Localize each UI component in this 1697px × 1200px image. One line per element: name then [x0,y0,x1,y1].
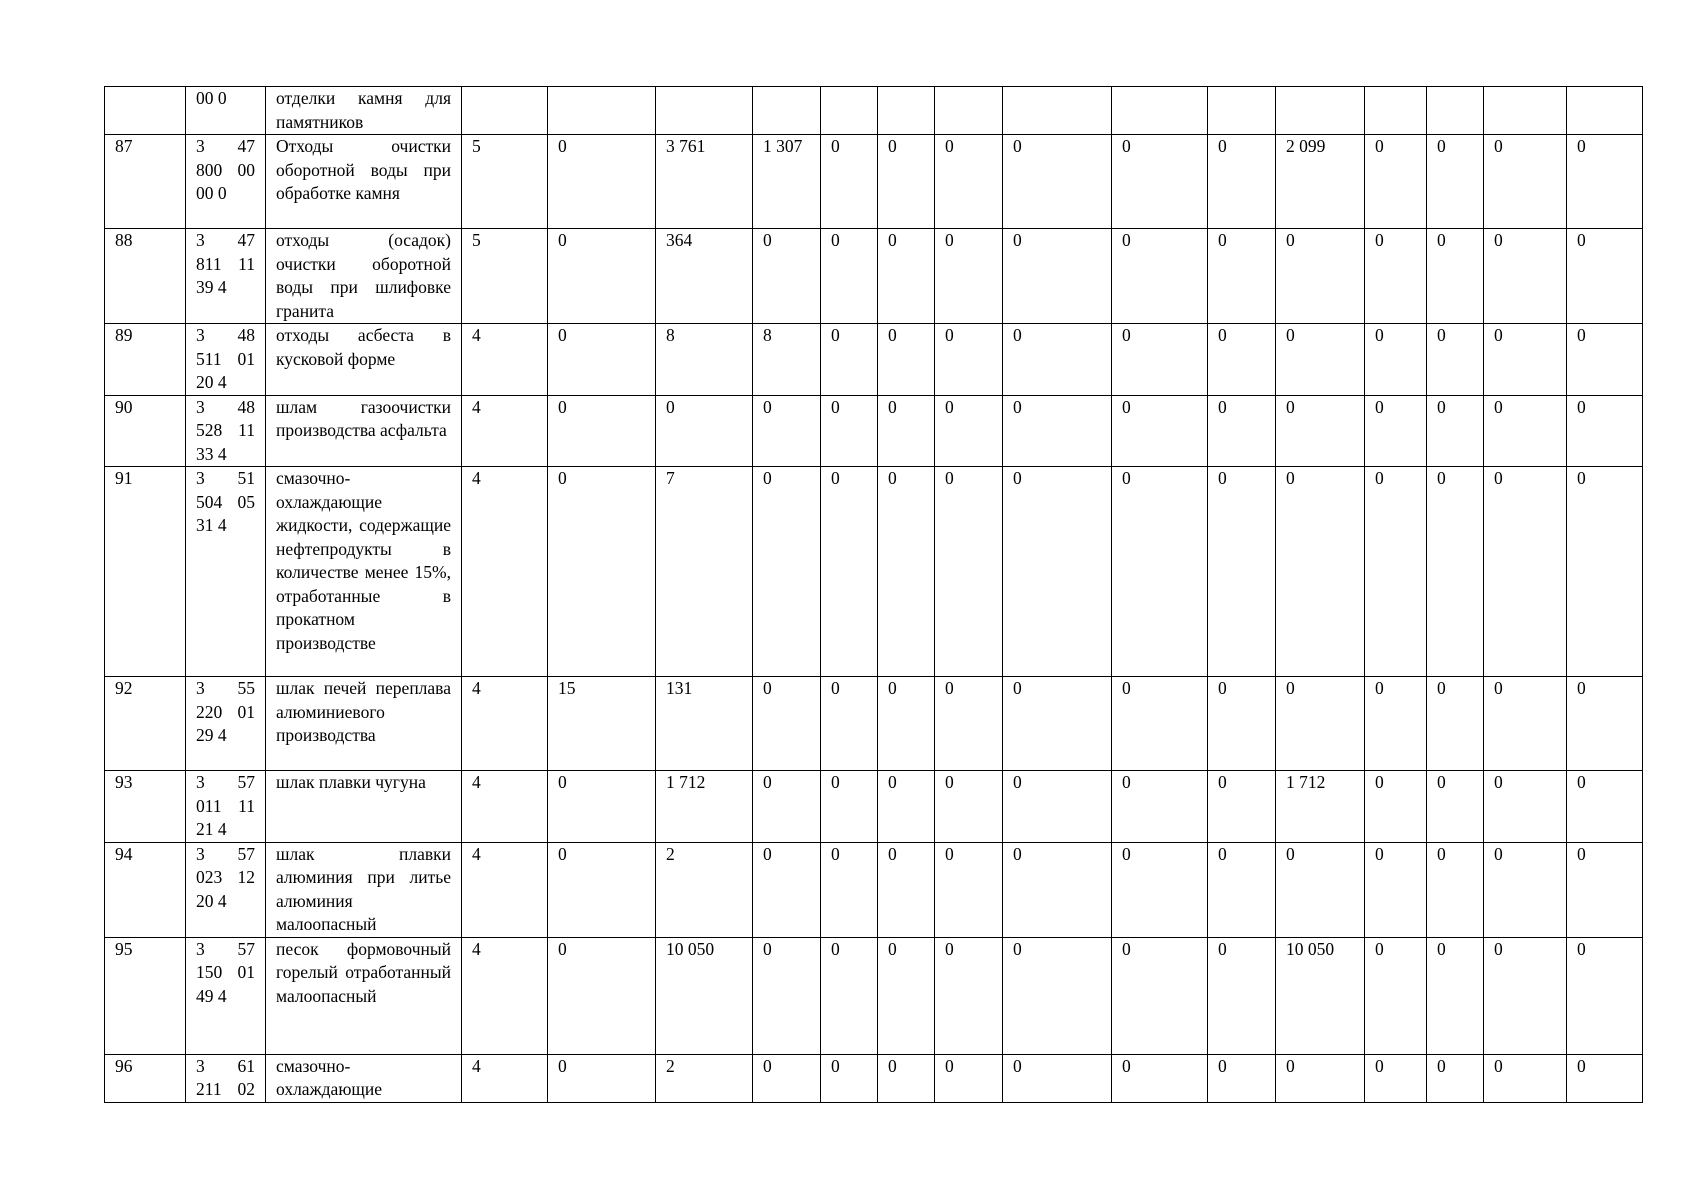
value-cell: 0 [548,229,656,324]
value-cell: 0 [821,467,878,677]
waste-code-line: 220 01 [196,701,255,722]
value-cell: 0 [1427,395,1484,467]
waste-code-line: 3 51 [196,468,255,488]
value-cell: 0 [821,1054,878,1102]
value-cell: 4 [462,842,548,937]
row-number-cell: 92 [105,677,186,771]
value-cell: 4 [462,771,548,843]
value-cell: 0 [548,771,656,843]
value-cell: 0 [935,324,1003,396]
waste-code-line: 39 4 [196,277,227,297]
value-cell: 0 [821,229,878,324]
value-cell: 0 [935,677,1003,771]
value-cell: 0 [935,135,1003,229]
value-cell: 0 [1365,229,1427,324]
value-cell: 0 [1427,467,1484,677]
row-number-cell: 90 [105,395,186,467]
row-number-cell: 95 [105,937,186,1054]
value-cell: 0 [1427,229,1484,324]
value-cell: 0 [548,324,656,396]
waste-name-cell: смазочно-охлаждающие жидкости, содержащие нефтепродукты в количестве менее 15%, отработанные в прокатном производстве [266,467,462,677]
value-cell: 0 [1365,771,1427,843]
value-cell: 0 [1003,135,1112,229]
waste-code-cell [186,324,266,396]
waste-code-line: 20 4 [196,372,227,392]
row-number-cell: 91 [105,467,186,677]
value-cell: 0 [1208,677,1276,771]
waste-code-line: 49 4 [196,985,227,1006]
value-cell: 0 [935,229,1003,324]
value-cell: 0 [878,771,935,843]
value-cell: 0 [1484,842,1567,937]
value-cell: 0 [1112,937,1208,1054]
waste-name-cell: шлак печей переплава алюминиевого производства [266,677,462,771]
value-cell: 0 [753,937,821,1054]
value-cell: 0 [1484,677,1567,771]
value-cell: 0 [1208,135,1276,229]
value-cell [1365,87,1427,135]
waste-code-cell [186,842,266,937]
value-cell: 0 [1112,1054,1208,1102]
value-cell: 0 [1112,395,1208,467]
value-cell: 0 [1365,395,1427,467]
value-cell: 0 [935,842,1003,937]
value-cell: 8 [753,324,821,396]
value-cell: 0 [1365,677,1427,771]
value-cell: 0 [1112,467,1208,677]
value-cell: 0 [753,1054,821,1102]
value-cell: 1 307 [753,135,821,229]
waste-code-line: 31 4 [196,515,227,535]
value-cell: 0 [878,135,935,229]
value-cell: 0 [1112,229,1208,324]
waste-name-cell: отходы (осадок) очистки оборотной воды при шлифовке гранита [266,229,462,324]
value-cell: 1 712 [1276,771,1365,843]
value-cell: 0 [878,677,935,771]
value-cell [1427,87,1484,135]
value-cell: 0 [1208,771,1276,843]
row-number-cell: 89 [105,324,186,396]
value-cell: 0 [656,395,753,467]
table-row [105,135,1643,229]
row-number-cell: 94 [105,842,186,937]
value-cell: 0 [1427,324,1484,396]
waste-code-cell [186,771,266,843]
waste-code-cell [186,1054,266,1102]
waste-code-cell [186,937,266,1054]
value-cell: 0 [1208,229,1276,324]
value-cell: 0 [1208,395,1276,467]
value-cell: 0 [1276,395,1365,467]
value-cell [1567,87,1643,135]
row-number-cell: 96 [105,1054,186,1102]
value-cell: 0 [821,324,878,396]
waste-code-cell [186,467,266,677]
value-cell: 0 [1112,135,1208,229]
value-cell: 0 [1276,1054,1365,1102]
value-cell: 0 [935,1054,1003,1102]
table-row [105,842,1643,937]
value-cell: 0 [1365,1054,1427,1102]
value-cell: 0 [878,842,935,937]
value-cell: 4 [462,395,548,467]
value-cell: 0 [1365,937,1427,1054]
waste-code-cell [186,677,266,771]
waste-name-cell: шлам газоочистки производства асфальта [266,395,462,467]
waste-code-line: 00 0 [196,183,227,203]
row-number-cell [105,87,186,135]
value-cell: 0 [1208,937,1276,1054]
value-cell: 0 [1003,842,1112,937]
waste-code-line: 21 4 [196,819,227,839]
waste-code-cell [186,395,266,467]
value-cell: 0 [935,937,1003,1054]
waste-name-cell: песок формовочный горелый отработанный малоопасный [266,937,462,1054]
waste-code-line: 3 48 [196,325,255,345]
waste-name-cell: отделки камня для памятников [266,87,462,135]
value-cell: 0 [821,937,878,1054]
value-cell [656,87,753,135]
value-cell: 0 [1003,1054,1112,1102]
value-cell: 0 [1365,135,1427,229]
value-cell: 0 [935,395,1003,467]
value-cell [1208,87,1276,135]
value-cell: 0 [1484,135,1567,229]
value-cell: 0 [1365,842,1427,937]
table-row [105,1054,1643,1102]
value-cell [462,87,548,135]
value-cell: 0 [1484,395,1567,467]
value-cell: 0 [1484,467,1567,677]
waste-code-line: 3 47 [196,136,255,156]
value-cell: 4 [462,937,548,1054]
value-cell: 1 712 [656,771,753,843]
waste-name-cell: шлак плавки алюминия при литье алюминия малоопасный [266,842,462,937]
value-cell: 0 [878,467,935,677]
value-cell: 131 [656,677,753,771]
value-cell: 0 [1484,324,1567,396]
waste-code-line: 3 61 [196,1055,255,1076]
value-cell: 0 [753,229,821,324]
value-cell: 0 [935,771,1003,843]
value-cell: 0 [1484,1054,1567,1102]
value-cell: 10 050 [1276,937,1365,1054]
value-cell: 0 [1276,467,1365,677]
value-cell: 0 [548,395,656,467]
value-cell: 0 [821,771,878,843]
waste-code-line: 528 11 [196,420,255,440]
value-cell: 0 [1112,324,1208,396]
table-row [105,677,1643,771]
value-cell: 4 [462,1054,548,1102]
value-cell: 0 [1365,324,1427,396]
value-cell: 2 [656,1054,753,1102]
table-row [105,467,1643,677]
value-cell: 15 [548,677,656,771]
table-row [105,771,1643,843]
value-cell: 0 [753,842,821,937]
value-cell: 0 [1484,229,1567,324]
value-cell: 0 [1567,467,1643,677]
value-cell: 4 [462,467,548,677]
value-cell: 0 [821,842,878,937]
value-cell: 0 [1003,467,1112,677]
value-cell: 0 [1427,771,1484,843]
table-row [105,395,1643,467]
value-cell [821,87,878,135]
value-cell: 0 [1567,229,1643,324]
waste-code-cell [186,229,266,324]
waste-code-line: 011 11 [196,795,255,816]
value-cell: 0 [1208,842,1276,937]
value-cell [1112,87,1208,135]
value-cell: 0 [1365,467,1427,677]
value-cell: 0 [878,937,935,1054]
value-cell: 0 [753,467,821,677]
waste-name-cell: шлак плавки чугуна [266,771,462,843]
value-cell: 0 [1427,937,1484,1054]
value-cell: 10 050 [656,937,753,1054]
value-cell: 0 [1427,1054,1484,1102]
waste-code-line: 3 57 [196,938,255,959]
value-cell: 0 [753,677,821,771]
value-cell: 0 [1484,771,1567,843]
value-cell: 0 [1567,677,1643,771]
waste-code-line: 504 05 [196,491,255,512]
value-cell: 0 [1276,677,1365,771]
value-cell: 0 [753,771,821,843]
value-cell: 0 [1112,677,1208,771]
waste-code-line: 800 00 [196,159,255,180]
value-cell: 0 [1208,1054,1276,1102]
value-cell: 8 [656,324,753,396]
value-cell: 0 [1276,324,1365,396]
table-row [105,937,1643,1054]
row-number-cell: 93 [105,771,186,843]
table-body [105,87,1643,1103]
waste-code-line: 3 57 [196,772,255,792]
value-cell: 0 [1208,324,1276,396]
waste-code-line: 33 4 [196,443,227,464]
value-cell: 0 [878,229,935,324]
waste-code-line: 3 48 [196,396,255,417]
value-cell: 4 [462,677,548,771]
waste-code-line: 3 47 [196,230,255,250]
value-cell [1003,87,1112,135]
value-cell: 0 [1003,937,1112,1054]
value-cell: 364 [656,229,753,324]
row-number-cell: 87 [105,135,186,229]
value-cell: 0 [1276,842,1365,937]
value-cell: 4 [462,324,548,396]
value-cell [878,87,935,135]
waste-name-cell: смазочно-охлаждающие [266,1054,462,1102]
value-cell: 0 [1567,395,1643,467]
value-cell: 0 [1567,842,1643,937]
row-number-cell: 88 [105,229,186,324]
value-cell: 0 [821,135,878,229]
value-cell: 0 [548,842,656,937]
value-cell: 0 [878,1054,935,1102]
value-cell: 0 [1567,1054,1643,1102]
value-cell: 0 [1003,324,1112,396]
value-cell: 5 [462,135,548,229]
waste-code-cell [186,87,266,135]
value-cell: 2 [656,842,753,937]
value-cell: 0 [1112,842,1208,937]
value-cell: 0 [548,135,656,229]
value-cell: 0 [1112,771,1208,843]
value-cell: 0 [548,937,656,1054]
value-cell [1484,87,1567,135]
value-cell [1276,87,1365,135]
waste-name-cell: Отходы очистки оборотной воды при обработке камня [266,135,462,229]
waste-code-line: 20 4 [196,890,227,911]
waste-name-cell: отходы асбеста в кусковой форме [266,324,462,396]
waste-code-line: 29 4 [196,725,227,745]
value-cell [753,87,821,135]
value-cell: 2 099 [1276,135,1365,229]
value-cell: 0 [821,677,878,771]
waste-code-line: 150 01 [196,962,255,982]
value-cell: 0 [821,395,878,467]
value-cell: 0 [1427,677,1484,771]
value-cell: 0 [935,467,1003,677]
value-cell: 0 [1484,937,1567,1054]
value-cell: 0 [548,467,656,677]
value-cell: 0 [1208,467,1276,677]
value-cell: 0 [1003,395,1112,467]
value-cell: 0 [878,324,935,396]
table-row [105,324,1643,396]
value-cell: 0 [753,395,821,467]
waste-code-line: 023 12 [196,867,255,887]
value-cell: 0 [1003,677,1112,771]
value-cell: 0 [1276,229,1365,324]
waste-code-line: 811 11 [196,253,255,274]
value-cell: 0 [1427,842,1484,937]
waste-code-line: 511 01 [196,348,255,369]
waste-table [104,86,1643,1103]
value-cell: 0 [1567,135,1643,229]
waste-code-line: 211 02 [196,1079,255,1099]
table-row [105,229,1643,324]
waste-code-cell [186,135,266,229]
value-cell: 0 [1567,937,1643,1054]
waste-code-line: 3 55 [196,678,255,698]
value-cell: 0 [1567,324,1643,396]
value-cell: 0 [548,1054,656,1102]
waste-code-line: 3 57 [196,843,255,864]
table-row [105,87,1643,135]
value-cell: 0 [1003,229,1112,324]
value-cell: 3 761 [656,135,753,229]
value-cell: 5 [462,229,548,324]
value-cell [935,87,1003,135]
value-cell [548,87,656,135]
value-cell: 7 [656,467,753,677]
waste-code-line: 00 0 [196,88,227,108]
value-cell: 0 [1567,771,1643,843]
value-cell: 0 [878,395,935,467]
value-cell: 0 [1003,771,1112,843]
value-cell: 0 [1427,135,1484,229]
